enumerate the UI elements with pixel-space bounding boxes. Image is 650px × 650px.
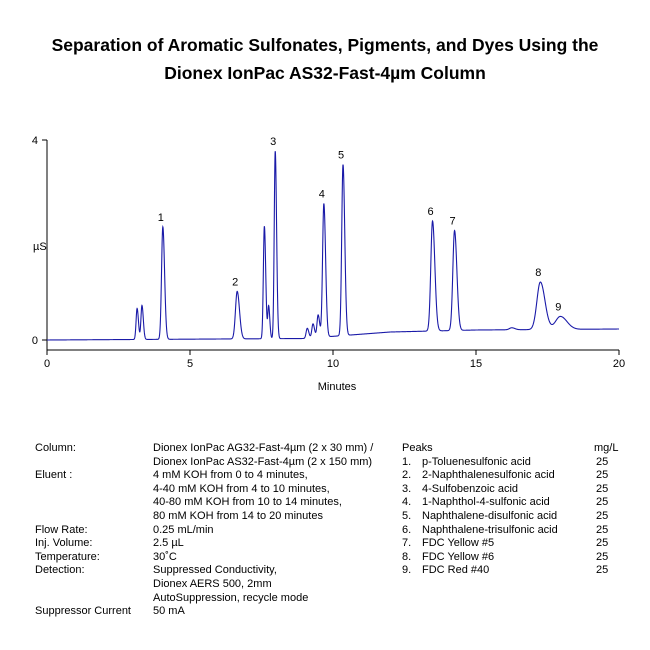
peak-label-8: 8 (535, 267, 542, 280)
peak-label-2: 2 (232, 276, 239, 289)
peak-label-4: 4 (318, 188, 325, 201)
peak-labels (158, 136, 562, 313)
peak-label-6: 6 (427, 206, 434, 219)
condition-value: 80 mM KOH from 14 to 20 minutes (153, 510, 323, 522)
x-tick-label: 0 (43, 358, 51, 370)
condition-label: Temperature: (35, 550, 100, 563)
peak-concentration: 25 (596, 550, 609, 563)
peak-number: 3. (402, 482, 412, 495)
x-tick-label: 15 (469, 358, 483, 370)
condition-value: Dionex AERS 500, 2mm (153, 578, 272, 590)
peak-number: 5. (402, 510, 412, 522)
peak-name: FDC Red #40 (422, 564, 490, 577)
y-tick-label: 0 (31, 335, 38, 347)
condition-value: 30˚C (153, 550, 177, 563)
chromatogram-trace (47, 151, 619, 340)
condition-label: Eluent : (35, 469, 73, 482)
chart-title-line-1: Separation of Aromatic Sulfonates, Pigments, and Dyes Using the (51, 35, 599, 55)
peak-label-9: 9 (555, 301, 562, 314)
condition-value: 4-40 mM KOH from 4 to 10 minutes, (153, 482, 330, 495)
condition-value: 4 mM KOH from 0 to 4 minutes, (153, 469, 308, 482)
peak-label-3: 3 (270, 136, 277, 149)
condition-value: 40-80 mM KOH from 10 to 14 minutes, (153, 496, 342, 509)
peak-name: 2-Naphthalenesulfonic acid (422, 469, 555, 482)
peak-concentration: 25 (596, 523, 609, 536)
peak-number: 1. (402, 455, 412, 468)
condition-value: 2.5 µL (153, 537, 184, 550)
peak-name: Naphthalene-trisulfonic acid (422, 523, 558, 536)
condition-value: Suppressed Conductivity, (153, 564, 277, 577)
condition-value: 50 mA (153, 605, 185, 618)
peak-concentration: 25 (596, 455, 609, 468)
condition-label: Detection: (35, 564, 85, 577)
peak-number: 2. (402, 469, 412, 482)
peak-number: 7. (402, 537, 412, 550)
peak-number: 6. (402, 523, 412, 536)
units-header: mg/L (594, 442, 619, 454)
condition-label: Inj. Volume: (35, 537, 93, 550)
peak-name: FDC Yellow #5 (422, 537, 495, 550)
peak-label-7: 7 (449, 215, 456, 228)
peak-number: 9. (402, 564, 412, 577)
peak-concentration: 25 (596, 537, 609, 550)
peak-label-1: 1 (157, 211, 164, 224)
condition-value: Dionex IonPac AG32-Fast-4µm (2 x 30 mm) / (153, 442, 374, 454)
condition-label: Column: (35, 442, 76, 454)
x-tick-label: 20 (612, 358, 626, 370)
condition-value: 0.25 mL/min (153, 523, 214, 536)
condition-label: Suppressor Current (35, 605, 131, 618)
peak-name: p-Toluenesulfonic acid (422, 455, 531, 468)
condition-value: AutoSuppression, recycle mode (153, 591, 309, 604)
y-axis-label: µS (33, 241, 47, 253)
peaks-header: Peaks (402, 442, 433, 454)
x-tick-label: 10 (326, 358, 340, 370)
peak-name: 4-Sulfobenzoic acid (422, 482, 519, 495)
peak-name: 1-Naphthol-4-sulfonic acid (422, 496, 550, 509)
peak-concentration: 25 (596, 469, 609, 482)
chart-title-line-2: Dionex IonPac AS32-Fast-4µm Column (164, 63, 486, 83)
condition-value: Dionex IonPac AS32-Fast-4µm (2 x 150 mm) (153, 455, 373, 468)
x-tick-label: 5 (186, 358, 194, 370)
peak-concentration: 25 (596, 496, 609, 509)
y-tick-label: 4 (31, 135, 38, 147)
peak-name: Naphthalene-disulfonic acid (422, 510, 558, 522)
peak-concentration: 25 (596, 510, 609, 522)
peak-concentration: 25 (596, 482, 609, 495)
peak-number: 4. (402, 496, 412, 509)
x-axis-label: Minutes (317, 381, 357, 393)
peak-concentration: 25 (596, 564, 609, 577)
peak-name: FDC Yellow #6 (422, 550, 495, 563)
peak-label-5: 5 (337, 149, 345, 162)
condition-label: Flow Rate: (35, 523, 88, 536)
peak-number: 8. (402, 550, 412, 563)
